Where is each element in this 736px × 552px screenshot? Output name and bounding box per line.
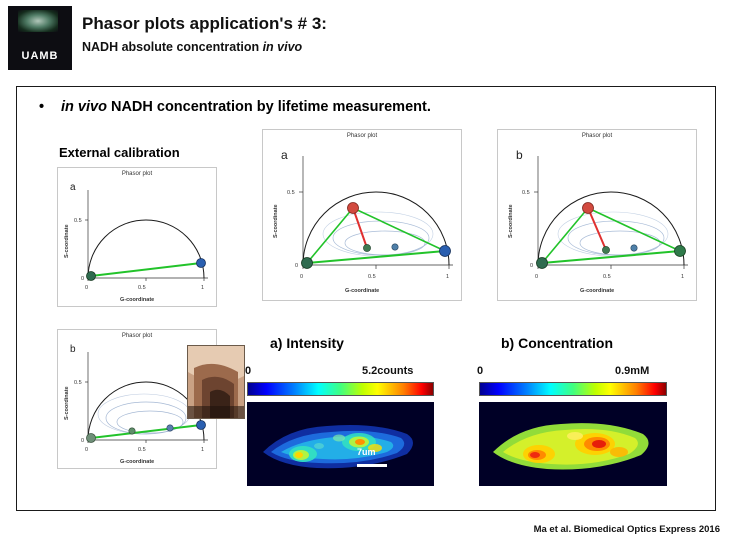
- svg-text:0.5: 0.5: [287, 190, 295, 196]
- phasor-title: Phasor plot: [121, 171, 153, 177]
- bullet-marker: •: [39, 99, 45, 115]
- svg-text:G-coordinate: G-coordinate: [120, 459, 155, 465]
- intensity-colorbar: [247, 382, 434, 396]
- content-frame: [16, 86, 716, 511]
- svg-text:0: 0: [81, 438, 85, 444]
- bullet-italic-text: in vivo: [61, 99, 107, 115]
- svg-text:S-coordinate: S-coordinate: [508, 204, 514, 238]
- page-subtitle-italic: in vivo: [262, 40, 303, 54]
- skin-photo-graphic: [188, 346, 244, 418]
- phasor-panel-label: b: [516, 148, 523, 162]
- svg-text:1: 1: [681, 274, 685, 280]
- phasor-plot-invivo-a: [262, 129, 462, 301]
- svg-text:1: 1: [201, 285, 205, 291]
- intensity-image-graphic: [247, 402, 434, 486]
- phasor-title: Phasor plot: [121, 333, 153, 339]
- phasor-canvas: [498, 130, 698, 302]
- caption-external-calibration: External calibration: [59, 145, 180, 160]
- intensity-colorbar-max: 5.2counts: [362, 365, 414, 377]
- phasor-plot-external-a: [57, 167, 217, 307]
- caption-intensity: a) Intensity: [270, 335, 344, 351]
- concentration-image-graphic: [479, 402, 667, 486]
- svg-text:1: 1: [446, 274, 450, 280]
- phasor-title: Phasor plot: [346, 133, 378, 139]
- intensity-image: [247, 402, 434, 486]
- uamb-logo: [8, 6, 72, 70]
- concentration-image: [479, 402, 667, 486]
- svg-text:0: 0: [85, 447, 89, 453]
- svg-text:0: 0: [300, 274, 304, 280]
- intensity-colorbar-min: 0: [245, 365, 252, 377]
- svg-text:0: 0: [535, 274, 539, 280]
- svg-text:0.5: 0.5: [522, 190, 530, 196]
- svg-text:G-coordinate: G-coordinate: [580, 288, 615, 294]
- svg-text:0: 0: [81, 276, 85, 282]
- svg-text:1: 1: [201, 447, 205, 453]
- scale-bar-label: 7um: [357, 447, 376, 457]
- caption-concentration: b) Concentration: [501, 335, 613, 351]
- svg-text:0.5: 0.5: [138, 447, 146, 453]
- phasor-canvas: [58, 168, 218, 308]
- svg-text:0: 0: [530, 263, 534, 269]
- logo-label: UAMB: [21, 50, 59, 62]
- svg-text:0.5: 0.5: [603, 274, 611, 280]
- svg-text:0.5: 0.5: [74, 218, 82, 224]
- svg-text:S-coordinate: S-coordinate: [64, 386, 70, 420]
- phasor-canvas: [263, 130, 463, 302]
- phasor-panel-label: a: [70, 182, 76, 193]
- concentration-colorbar-max: 0.9mM: [615, 365, 650, 377]
- bullet-text: NADH concentration by lifetime measurement.: [106, 99, 431, 115]
- scale-bar: [357, 464, 387, 467]
- page-subtitle: [82, 40, 302, 54]
- svg-text:G-coordinate: G-coordinate: [120, 297, 155, 303]
- footer-citation: Ma et al. Biomedical Optics Express 2016: [533, 524, 720, 535]
- phasor-title: Phasor plot: [581, 133, 613, 139]
- svg-text:S-coordinate: S-coordinate: [273, 204, 279, 238]
- page-title: Phasor plots application's # 3:: [82, 14, 327, 33]
- svg-text:0: 0: [295, 263, 299, 269]
- svg-text:G-coordinate: G-coordinate: [345, 288, 380, 294]
- phasor-panel-label: a: [281, 148, 288, 162]
- logo-glow-icon: [18, 10, 58, 32]
- page-subtitle-text: NADH absolute concentration: [82, 40, 263, 54]
- phasor-plot-invivo-b: [497, 129, 697, 301]
- skin-photo-thumbnail: [187, 345, 245, 419]
- phasor-panel-label: b: [70, 344, 76, 355]
- concentration-colorbar: [479, 382, 667, 396]
- svg-text:0.5: 0.5: [138, 285, 146, 291]
- svg-text:0.5: 0.5: [74, 380, 82, 386]
- concentration-colorbar-min: 0: [477, 365, 484, 377]
- svg-text:0.5: 0.5: [368, 274, 376, 280]
- slide-header: [0, 0, 736, 82]
- bullet-line: [39, 99, 689, 115]
- svg-text:0: 0: [85, 285, 89, 291]
- svg-text:S-coordinate: S-coordinate: [64, 224, 70, 258]
